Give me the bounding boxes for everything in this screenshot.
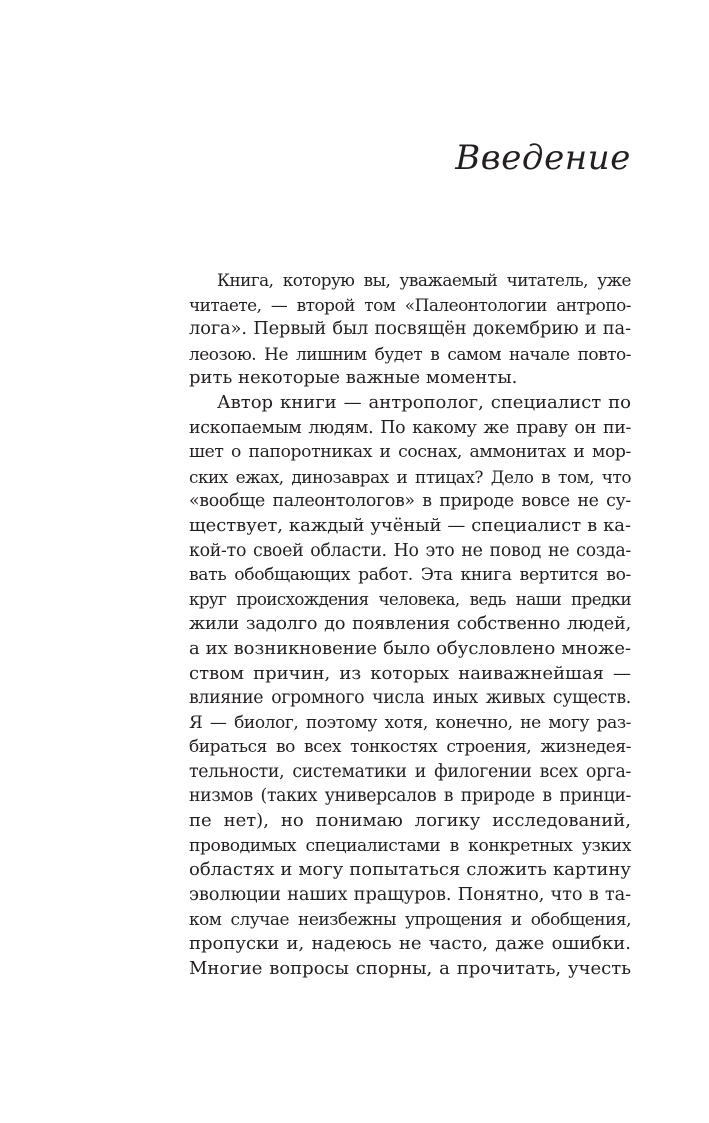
text-line: ископаемым людям. По какому же праву он пи- [189,417,631,438]
text-line: бираться во всех тонкостях строения, жизнедея- [189,737,631,758]
text-line: рить некоторые важные моменты. [189,367,518,389]
text-line: влияние огромного числа иных живых существ. [189,688,631,709]
text-line: кой-то своей области. Но это не повод не созда- [189,540,631,561]
text-line: пропуски и, надеюсь не часто, даже ошибки. [189,933,631,955]
text-line: Автор книги — антрополог, специалист по [217,391,631,413]
paragraph-1 [189,268,631,391]
text-line: шет о папоротниках и соснах, аммонитах и мор- [189,442,631,463]
text-line: низмов (таких универсалов в природе в принци- [189,786,631,807]
text-line: читаете, — второй том «Палеонтологии антропо- [189,294,631,315]
text-line: ством причин, из которых наиважнейшая — [189,662,631,684]
text-line: пе нет), но понимаю логику исследований, [189,810,631,832]
text-line: жили задолго до появления собственно людей, [189,614,631,635]
text-line: а их возникновение было обусловлено множе- [189,637,631,659]
text-line: «вообще палеонтологов» в природе вовсе не су- [189,491,631,512]
text-line: ком случае неизбежны упрощения и обобщения, [189,909,631,930]
body-text [189,268,631,981]
text-line: Многие вопросы спорны, а прочитать, учесть [189,957,631,979]
text-line: круг происхождения человека, ведь наши предки [189,589,631,609]
chapter-title: Введение [455,138,631,178]
text-line: тельности, систематики и филогении всех орга- [189,761,631,782]
paragraph-2 [189,391,631,981]
text-line: ских ежах, динозаврах и птицах? Дело в том, что [189,466,631,487]
text-line: проводимых специалистами в конкретных узких [189,835,631,856]
text-line: ществует, каждый учёный — специалист в ка- [189,514,631,536]
text-line: Книга, которую вы, уважаемый читатель, уже [217,270,631,290]
text-line: Я — биолог, поэтому хотя, конечно, не могу раз- [189,712,631,733]
text-line: областях и могу попытаться сложить картину [189,859,631,881]
text-line: лога». Первый был посвящён докембрию и па- [189,318,631,340]
text-line: вать обобщающих работ. Эта книга вертится во- [189,565,631,586]
text-line: эволюции наших пращуров. Понятно, что в та- [189,883,631,905]
text-line: леозою. Не лишним будет в самом начале повто- [189,343,631,364]
